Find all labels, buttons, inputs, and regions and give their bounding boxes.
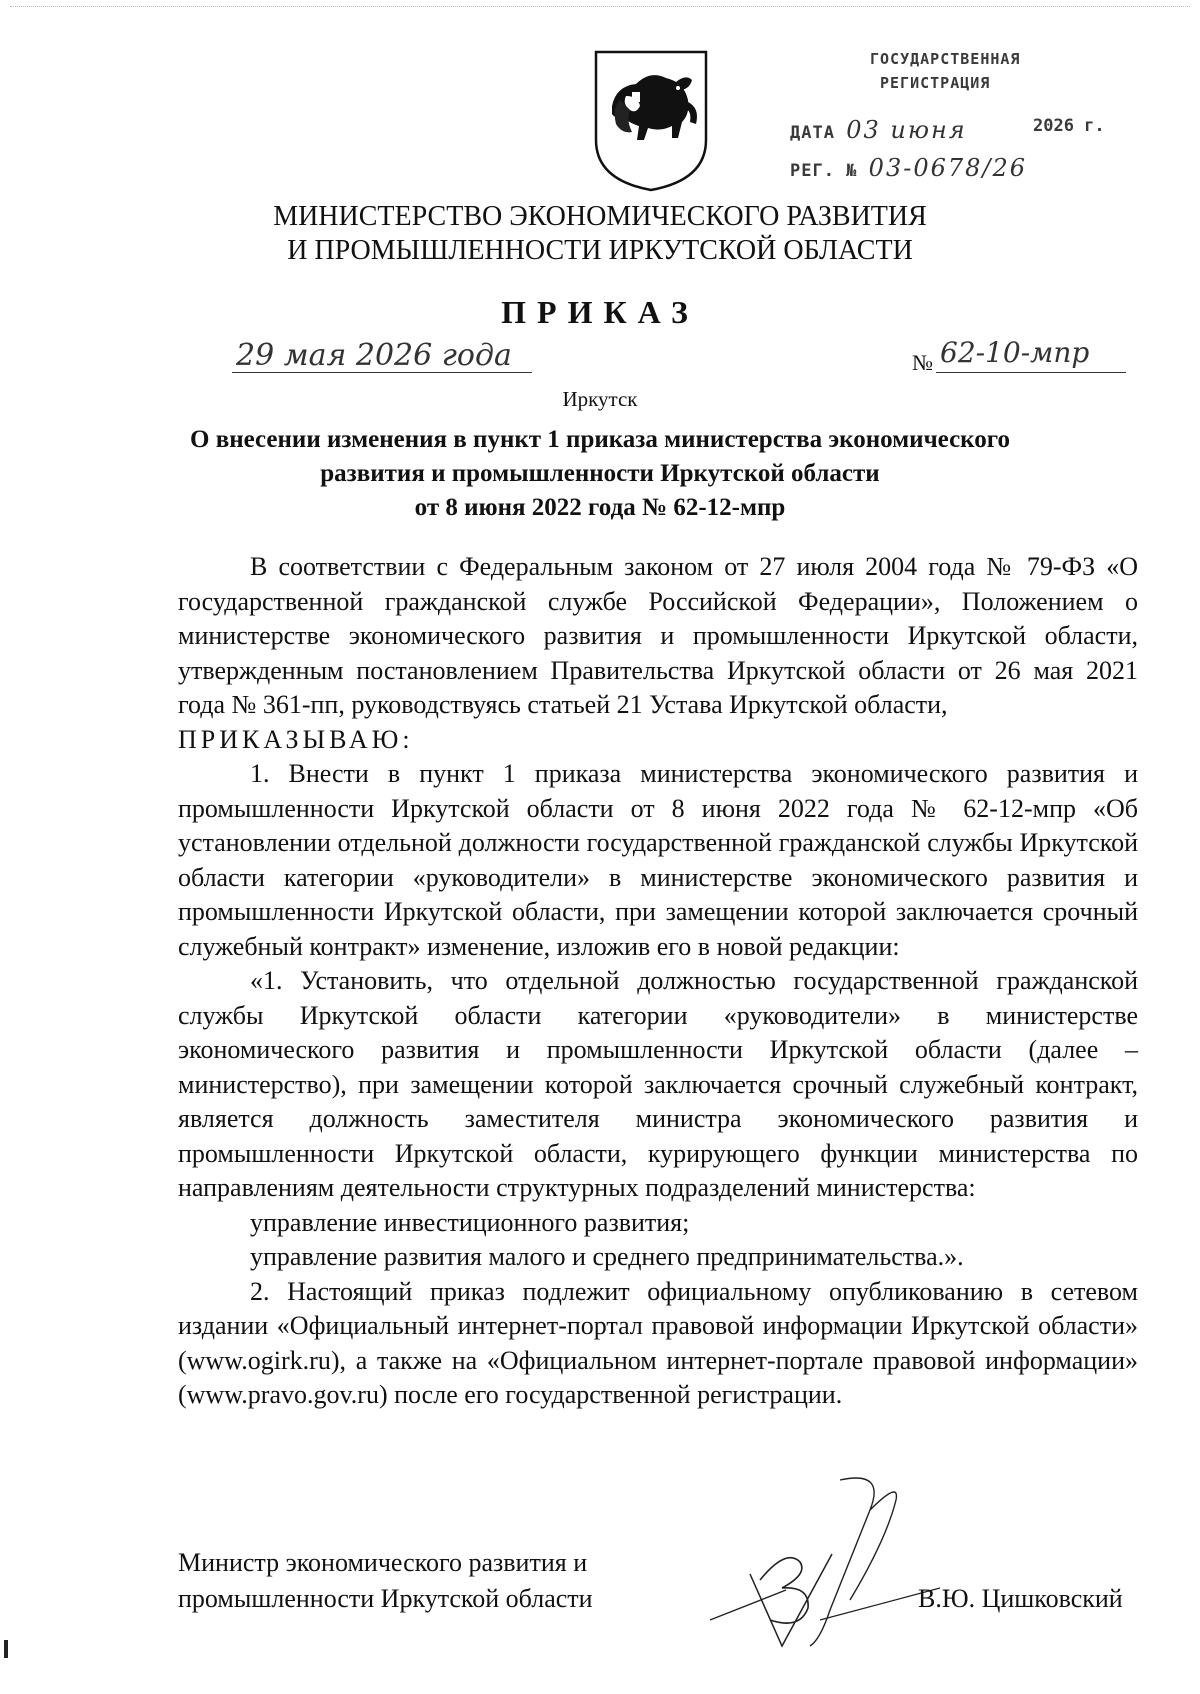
signatory-name: В.Ю. Цишковский: [918, 1584, 1123, 1613]
subject-line2: развития и промышленности Иркутской области: [320, 460, 880, 487]
item-1-paragraph: 1. Внести в пункт 1 приказа министерства экономического развития и промышленности Иркутской области от 8 июня 2022 года № 62-12-мпр «Об установлении отдельной должности государственной гражданской службы Иркутской области категории «руководители» в министерстве экономического развития и промышленности Иркутской области, при замещении которой заключается срочный служебный контракт» изменение, изложив его в новой редакции:: [178, 759, 1138, 961]
signatory-position: [178, 1545, 593, 1617]
signatory-position-line1: Министр экономического развития и: [178, 1548, 588, 1577]
scan-mark: [4, 1640, 8, 1658]
stamp-title-line2: РЕГИСТРАЦИЯ: [880, 74, 991, 92]
handwritten-signature: [690, 1470, 990, 1660]
ministry-name-line1: МИНИСТЕРСТВО ЭКОНОМИЧЕСКОГО РАЗВИТИЯ: [273, 201, 927, 232]
coat-of-arms-icon: [592, 48, 710, 194]
stamp-date-label: ДАТА: [790, 123, 835, 143]
stamp-date-row: [790, 116, 967, 144]
item-1-quote-paragraph: «1. Установить, что отдельной должностью государственной гражданской службы Иркутской области категории «руководители» в министерстве экономического развития и промышленности Иркутской области (далее – министерство), при замещении которой заключается срочный служебный контракт, является должность заместителя министра экономического развития и промышленности Иркутской области, курирующего функции министерства по направлениям деятельности структурных подразделений министерства:: [178, 966, 1138, 1202]
signatory-position-line2: промышленности Иркутской области: [178, 1584, 593, 1613]
item-2-paragraph: 2. Настоящий приказ подлежит официальному опубликованию в сетевом издании «Официальный интернет-портал правовой информации Иркутской области» (www.ogirk.ru), а также на «Официальном интернет-портале правовой информации» (www.pravo.gov.ru) после его государственной регистрации.: [178, 1276, 1138, 1409]
order-date-underline: [232, 372, 532, 373]
registration-stamp: [790, 46, 1130, 186]
ministry-name-line2: И ПРОМЫШЛЕННОСТИ ИРКУТСКОЙ ОБЛАСТИ: [287, 235, 913, 266]
stamp-title-line1: ГОСУДАРСТВЕННАЯ: [870, 50, 1021, 68]
stamp-reg-value: 03-0678/26: [868, 154, 1028, 182]
stamp-reg-label: РЕГ. №: [790, 161, 858, 181]
order-number: 62-10-мпр: [940, 336, 1090, 369]
department-item-2: управление развития малого и среднего предпринимательства.».: [250, 1242, 964, 1271]
subject-line1: О внесении изменения в пункт 1 приказа министерства экономического: [190, 426, 1010, 453]
order-subject: [120, 423, 1080, 525]
stamp-date-value: 03 июня: [846, 116, 967, 144]
document-title: ПРИКАЗ: [501, 294, 699, 330]
order-number-sign: №: [912, 350, 933, 375]
stamp-reg-row: [790, 154, 1027, 182]
stamp-year: 2026 г.: [1033, 116, 1105, 136]
document-body: [178, 550, 1138, 1413]
city-name: Иркутск: [562, 387, 638, 411]
order-word: ПРИКАЗЫВАЮ:: [178, 724, 414, 754]
preamble-paragraph: В соответствии с Федеральным законом от 27 июля 2004 года № 79-ФЗ «О государственной гражданской службе Российской Федерации», Положением о министерстве экономического развития и промышленности Иркутской области, утвержденным постановлением Правительства Иркутской области от 26 мая 2021 года № 361-пп, руководствуясь статьей 21 Устава Иркутской области,: [178, 552, 1138, 719]
order-date: 29 мая 2026 года: [236, 338, 512, 373]
order-number-underline: [936, 372, 1126, 373]
subject-line3: от 8 июня 2022 года № 62-12-мпр: [414, 494, 786, 521]
department-item-1: управление инвестиционного развития;: [250, 1207, 690, 1237]
scan-border: [10, 6, 1190, 7]
